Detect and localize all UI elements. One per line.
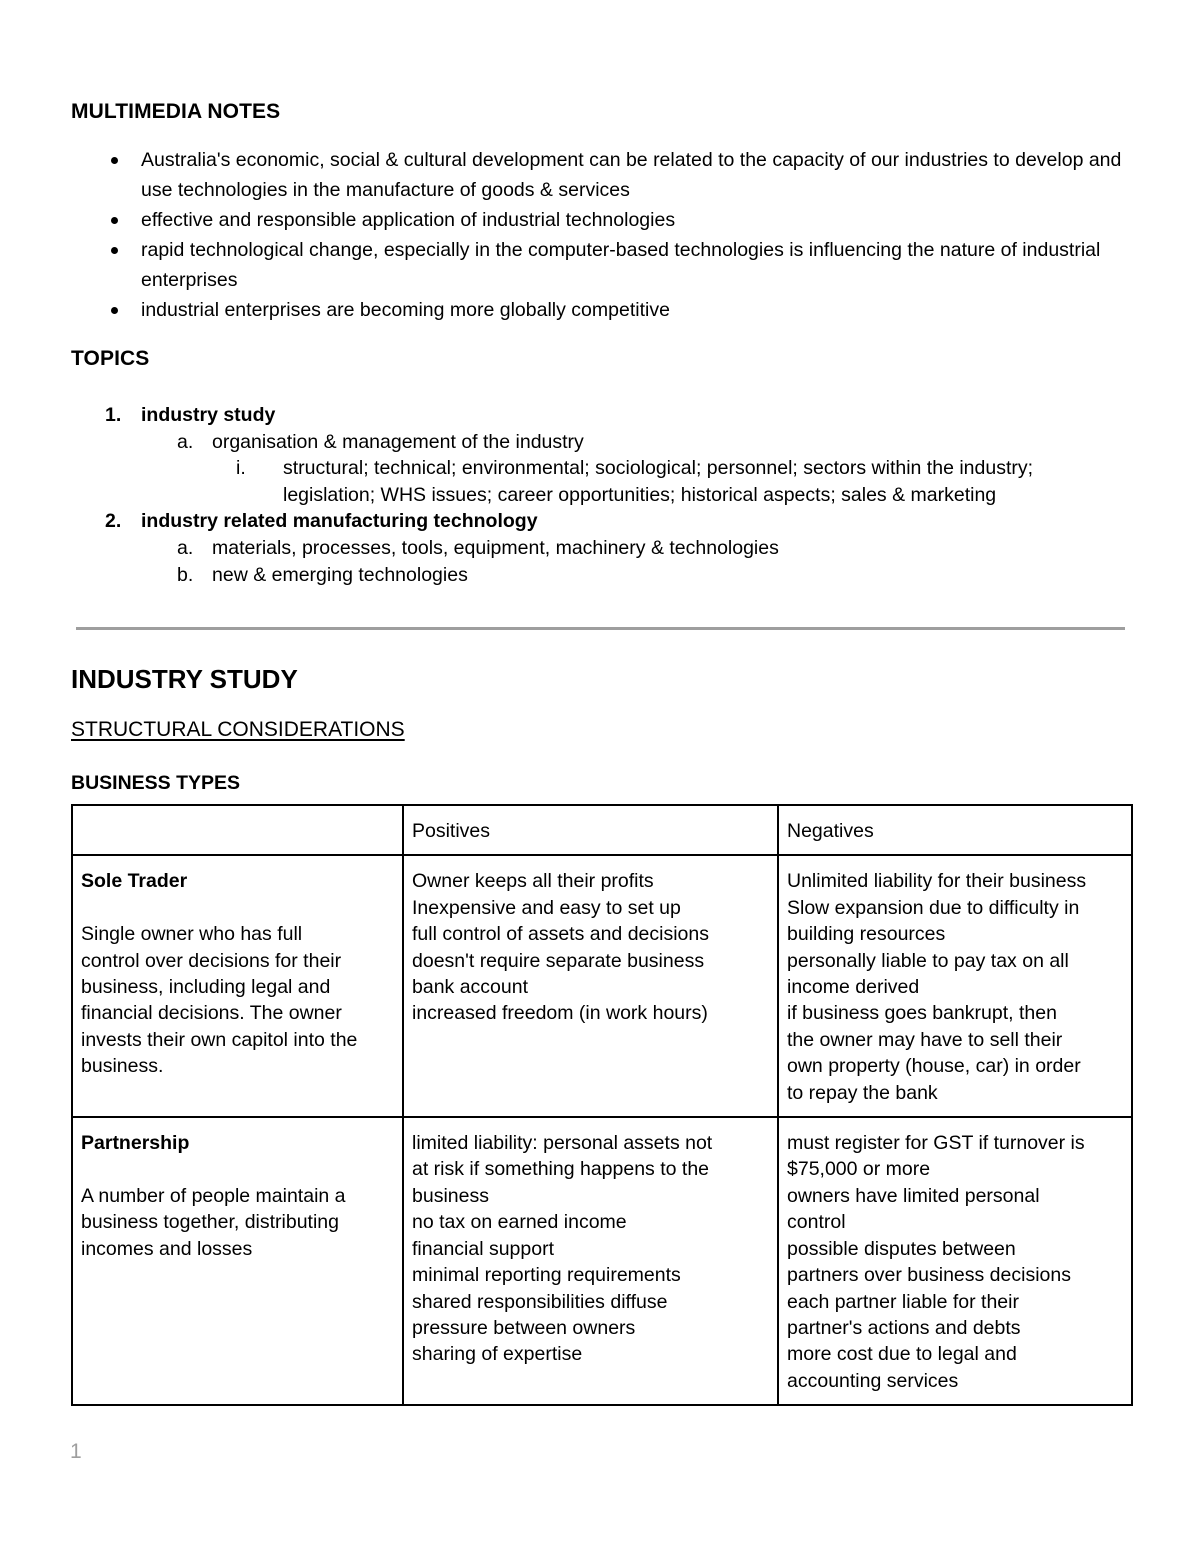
negative-line: if business goes bankrupt, then <box>787 1002 1057 1025</box>
topic-subitem-letter: a. <box>177 536 194 559</box>
topic-subitem <box>71 429 1131 456</box>
cell-spacer <box>81 1156 394 1182</box>
business-type-name: Partnership <box>81 1132 190 1155</box>
topic-subsubitem-continued <box>71 482 1131 509</box>
business-types-table <box>71 804 1133 1406</box>
positives-cell <box>403 1117 778 1405</box>
negative-line: must register for GST if turnover is <box>787 1132 1085 1155</box>
table-header-cell <box>72 805 403 855</box>
bullet-text: Australia's economic, social & cultural development can be related to the capacity of our industries to develop and use technologies in the manufacture of goods & services <box>141 149 1122 201</box>
topic-label: industry study <box>141 404 276 426</box>
positives-cell <box>403 855 778 1117</box>
positive-line: minimal reporting requirements <box>412 1264 681 1287</box>
description-line: A number of people maintain a <box>81 1184 346 1207</box>
negative-line: personally liable to pay tax on all <box>787 949 1069 972</box>
business-type-cell <box>72 1117 403 1405</box>
multimedia-notes-heading: MULTIMEDIA NOTES <box>71 100 281 123</box>
topics-list <box>71 402 1131 588</box>
negative-line: to repay the bank <box>787 1081 938 1104</box>
topics-heading: TOPICS <box>71 347 150 370</box>
description-line: business. <box>81 1055 164 1078</box>
negative-line: own property (house, car) in order <box>787 1055 1081 1078</box>
bullet-text: rapid technological change, especially in the computer-based technologies is influencing the nature of industrial enterprises <box>141 239 1101 291</box>
structural-considerations-subtitle: STRUCTURAL CONSIDERATIONS <box>71 718 405 741</box>
negative-line: owners have limited personal <box>787 1184 1040 1207</box>
positive-line: business <box>412 1184 489 1207</box>
description-line: Single owner who has full <box>81 923 303 946</box>
topic-subsubitem-numeral: i. <box>236 457 246 480</box>
negative-line: more cost due to legal and <box>787 1343 1017 1366</box>
description-line: incomes and losses <box>81 1237 253 1260</box>
business-types-heading: BUSINESS TYPES <box>71 772 241 794</box>
negative-line: income derived <box>787 976 920 999</box>
topic-subitem <box>71 535 1131 562</box>
negative-line: Unlimited liability for their business <box>787 870 1087 893</box>
topic-subitem-label: materials, processes, tools, equipment, machinery & technologies <box>212 536 779 559</box>
multimedia-bullet-list <box>71 145 1131 325</box>
bullet-icon <box>111 217 118 224</box>
topic-label: industry related manufacturing technology <box>141 510 538 533</box>
table-header-row <box>72 805 1132 855</box>
topic-number: 2. <box>105 510 122 533</box>
positive-line: no tax on earned income <box>412 1211 627 1234</box>
bullet-icon <box>111 247 118 254</box>
list-item <box>71 235 1131 295</box>
topic-subitem-letter: a. <box>177 430 194 453</box>
list-item <box>71 205 1131 235</box>
positive-line: sharing of expertise <box>412 1343 583 1366</box>
topic-item <box>71 402 1131 429</box>
topic-subitem-letter: b. <box>177 563 194 586</box>
table-header-cell: Positives <box>403 805 778 855</box>
list-item <box>71 145 1131 205</box>
negative-line: accounting services <box>787 1369 959 1392</box>
topic-subsubitem-line: legislation; WHS issues; career opportunities; historical aspects; sales & marketing <box>283 483 997 506</box>
positive-line: increased freedom (in work hours) <box>412 1002 708 1025</box>
list-item <box>71 295 1131 325</box>
topic-item <box>71 508 1131 535</box>
positive-line: at risk if something happens to the <box>412 1158 710 1181</box>
positive-line: full control of assets and decisions <box>412 923 709 946</box>
positive-line: bank account <box>412 976 529 999</box>
topic-number: 1. <box>105 404 122 426</box>
negative-line: partners over business decisions <box>787 1264 1071 1287</box>
negative-line: building resources <box>787 923 946 946</box>
negative-line: possible disputes between <box>787 1237 1016 1260</box>
negatives-cell <box>778 855 1132 1117</box>
description-line: business together, distributing <box>81 1211 339 1234</box>
negative-line: Slow expansion due to difficulty in <box>787 896 1080 919</box>
topic-subsubitem-line: structural; technical; environmental; sociological; personnel; sectors within the industry; <box>283 457 1034 480</box>
industry-study-title: INDUSTRY STUDY <box>71 664 298 694</box>
table-row <box>72 1117 1132 1405</box>
page-number: 1 <box>70 1440 82 1463</box>
negative-line: each partner liable for their <box>787 1290 1019 1313</box>
description-line: invests their own capitol into the <box>81 1028 358 1051</box>
positive-line: Owner keeps all their profits <box>412 870 654 893</box>
negative-line: the owner may have to sell their <box>787 1028 1063 1051</box>
positive-line: pressure between owners <box>412 1316 636 1339</box>
business-type-cell <box>72 855 403 1117</box>
positive-line: limited liability: personal assets not <box>412 1132 713 1155</box>
bullet-text: effective and responsible application of industrial technologies <box>141 209 676 231</box>
topic-subsubitem <box>71 455 1131 482</box>
horizontal-divider <box>76 627 1125 630</box>
positive-line: Inexpensive and easy to set up <box>412 896 681 919</box>
table-header-cell: Negatives <box>778 805 1132 855</box>
negative-line: control <box>787 1211 846 1234</box>
table-row <box>72 855 1132 1117</box>
business-type-name: Sole Trader <box>81 870 188 893</box>
description-line: financial decisions. The owner <box>81 1002 342 1025</box>
topic-subitem-label: organisation & management of the industry <box>212 430 584 453</box>
description-line: business, including legal and <box>81 976 331 999</box>
topic-subitem <box>71 562 1131 589</box>
bullet-icon <box>111 157 118 164</box>
negatives-cell <box>778 1117 1132 1405</box>
topic-subitem-label: new & emerging technologies <box>212 563 468 586</box>
description-line: control over decisions for their <box>81 949 342 972</box>
positive-line: financial support <box>412 1237 555 1260</box>
negative-line: $75,000 or more <box>787 1158 931 1181</box>
positive-line: shared responsibilities diffuse <box>412 1290 668 1313</box>
bullet-text: industrial enterprises are becoming more globally competitive <box>141 299 670 321</box>
positive-line: doesn't require separate business <box>412 949 705 972</box>
negative-line: partner's actions and debts <box>787 1316 1021 1339</box>
cell-spacer <box>81 895 394 921</box>
bullet-icon <box>111 307 118 314</box>
